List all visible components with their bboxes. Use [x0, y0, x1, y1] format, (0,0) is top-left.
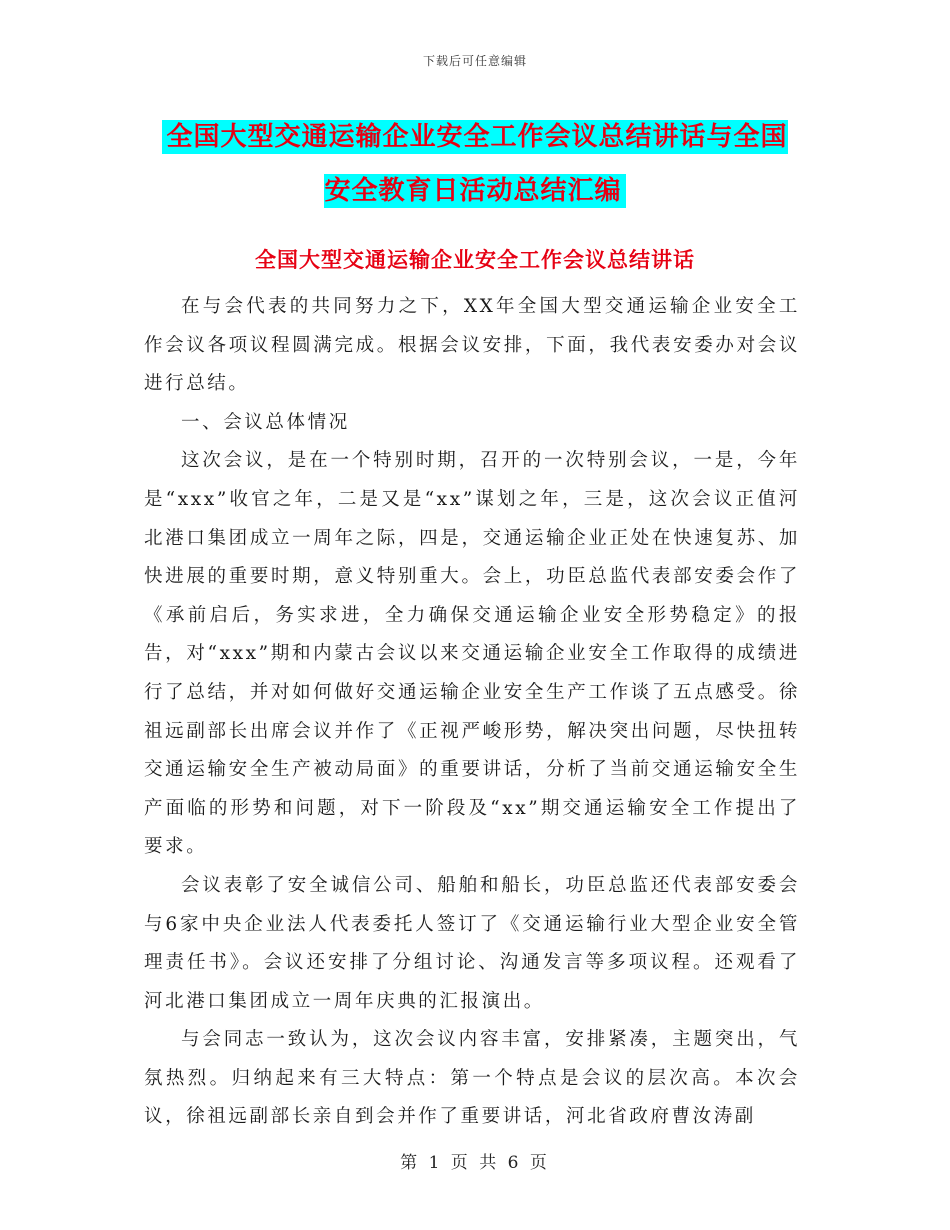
section-heading: 一、会议总体情况	[181, 411, 350, 433]
paragraph: 在与会代表的共同努力之下，XX年全国大型交通运输企业安全工作会议各项议程圆满完成。根据会议安排，下面，我代表安委办对会议进行总结。	[144, 296, 800, 395]
page-number: 第 1 页 共 6 页	[400, 1153, 550, 1173]
main-title	[150, 110, 800, 218]
paragraph: 这次会议，是在一个特别时期，召开的一次特别会议，一是，今年是“xxx”收官之年，二是又是“xx”谋划之年，三是，这次会议正值河北港口集团成立一周年之际，四是，交通运输企业正处在快速复苏、加快进展的重要时期，意义特别重大。会上，功臣总监代表部安委会作了《承前启后，务实求进，全力确保交通运输企业安全形势稳定》的报告，对“xxx”期和内蒙古会议以来交通运输企业安全工作取得的成绩进行了总结，并对如何做好交通运输企业安全生产工作谈了五点感受。徐祖远副部长出席会议并作了《正视严峻形势，解决突出问题，尽快扭转交通运输安全生产被动局面》的重要讲话，分析了当前交通运输安全生产面临的形势和问题，对下一阶段及“xx”期交通运输安全工作提出了要求。	[144, 450, 800, 858]
section-title: 全国大型交通运输企业安全工作会议总结讲话	[255, 248, 695, 272]
body-text	[144, 288, 800, 1137]
main-title-text: 全国大型交通运输企业安全工作会议总结讲话与全国安全教育日活动总结汇编	[162, 120, 787, 208]
paragraph: 会议表彰了安全诚信公司、船舶和船长，功臣总监还代表部安委会与6家中央企业法人代表委托人签订了《交通运输行业大型企业安全管理责任书》。会议还安排了分组讨论、沟通发言等多项议程。还观看了河北港口集团成立一周年庆典的汇报演出。	[144, 874, 800, 1012]
header-note: 下载后可任意编辑	[422, 54, 527, 68]
paragraph: 与会同志一致认为，这次会议内容丰富，安排紧凑，主题突出，气氛热烈。归纳起来有三大特点：第一个特点是会议的层次高。本次会议，徐祖远副部长亲自到会并作了重要讲话，河北省政府曹汝涛副	[144, 1029, 800, 1128]
